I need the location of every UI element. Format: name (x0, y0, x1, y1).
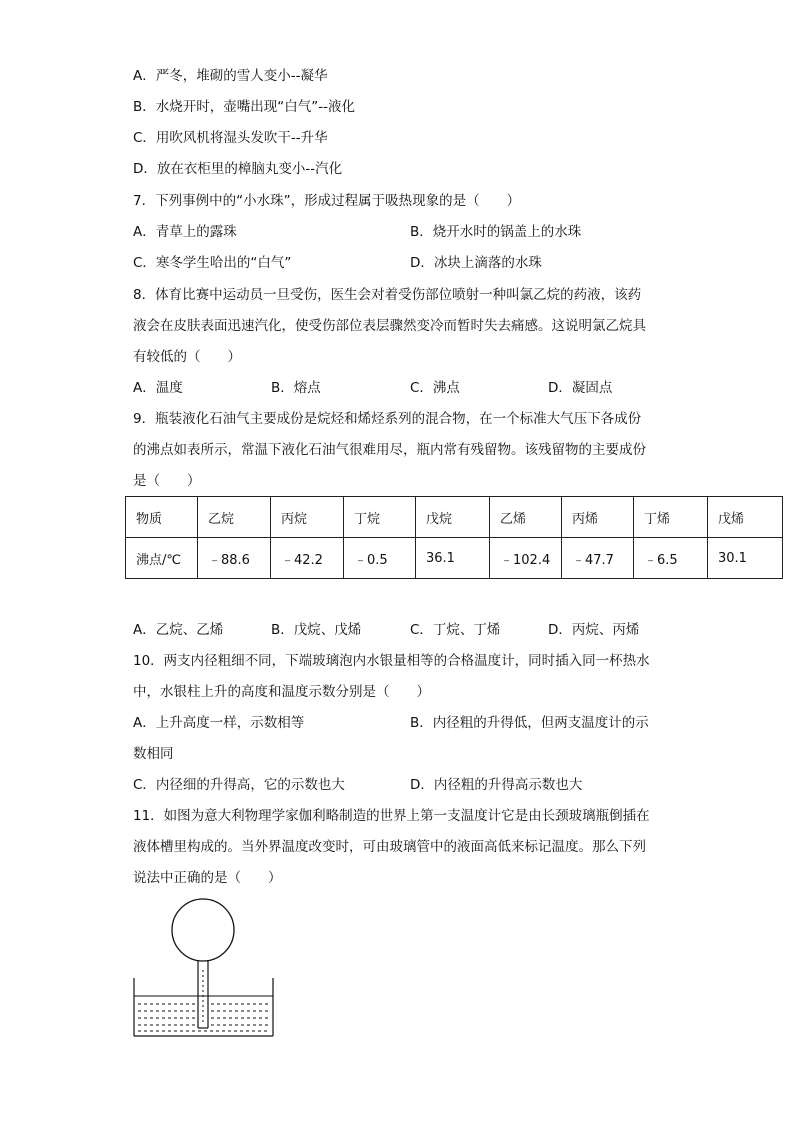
glass-tube (198, 960, 208, 1028)
q10-stem-line2: 中，水银柱上升的高度和温度示数分别是（ ） (133, 684, 430, 700)
q7-option-c: C．寒冬学生哈出的“白气” (133, 255, 292, 271)
q6-option-a: A．严冬，堆砌的雪人变小--凝华 (133, 68, 328, 84)
q6-option-d: D．放在衣柜里的樟脑丸变小--汽化 (133, 161, 343, 177)
table-row-header: 物质 (126, 497, 198, 538)
boiling-point-table (125, 496, 783, 579)
galileo-thermoscope-figure (128, 890, 288, 1050)
table-cell: 30.1 (708, 538, 783, 579)
table-cell: ﹣42.2 (271, 538, 344, 579)
q8-stem-line3: 有较低的（ ） (133, 349, 241, 365)
table-row-header: 沸点/℃ (126, 538, 198, 579)
q11-stem-line2: 液体槽里构成的。当外界温度改变时，可由玻璃管中的液面高低来标记温度。那么下列 (133, 839, 646, 855)
q11-stem-line3: 说法中正确的是（ ） (133, 870, 282, 886)
q6-option-c: C．用吹风机将湿头发吹干--升华 (133, 130, 328, 146)
table-cell: ﹣6.5 (634, 538, 708, 579)
q7-option-d: D．冰块上滴落的水珠 (410, 255, 542, 271)
q8-option-b: B．熔点 (271, 380, 321, 396)
q8-stem-line2: 液会在皮肤表面迅速汽化，使受伤部位表层骤然变冷而暂时失去痛感。这说明氯乙烷具 (133, 318, 646, 334)
q10-option-b: B．内径粗的升得低，但两支温度计的示 (410, 715, 649, 731)
q9-stem-line3: 是（ ） (133, 473, 201, 489)
table-cell: 乙烷 (198, 497, 271, 538)
table-cell: 丙烷 (271, 497, 344, 538)
table-cell: ﹣47.7 (562, 538, 634, 579)
table-row-substance (126, 497, 783, 538)
q9-option-b: B．戊烷、戊烯 (271, 622, 362, 638)
table-cell: ﹣102.4 (490, 538, 562, 579)
q8-option-c: C．沸点 (410, 380, 460, 396)
q10-option-a: A．上升高度一样，示数相等 (133, 715, 305, 731)
q8-option-a: A．温度 (133, 380, 183, 396)
table-cell: ﹣0.5 (344, 538, 416, 579)
table-cell: 戊烯 (708, 497, 783, 538)
q7-option-b: B．烧开水时的锅盖上的水珠 (410, 224, 582, 240)
q6-option-b: B．水烧开时，壶嘴出现“白气”--液化 (133, 99, 355, 115)
q8-stem-line1: 8．体育比赛中运动员一旦受伤，医生会对着受伤部位喷射一种叫氯乙烷的药液，该药 (133, 287, 642, 303)
q7-stem: 7．下列事例中的“小水珠”，形成过程属于吸热现象的是（ ） (133, 193, 521, 209)
table-cell: 戊烷 (416, 497, 490, 538)
q7-option-a: A．青草上的露珠 (133, 224, 237, 240)
q9-stem-line2: 的沸点如表所示，常温下液化石油气很难用尽，瓶内常有残留物。该残留物的主要成份 (133, 442, 646, 458)
table-cell: 丙烯 (562, 497, 634, 538)
liquid-surface-pattern (138, 1004, 269, 1031)
q11-stem-line1: 11．如图为意大利物理学家伽利略制造的世界上第一支温度计它是由长颈玻璃瓶倒插在 (133, 808, 650, 824)
q9-option-c: C．丁烷、丁烯 (410, 622, 501, 638)
q8-option-d: D．凝固点 (548, 380, 613, 396)
table-cell: 乙烯 (490, 497, 562, 538)
q10-stem-line1: 10．两支内径粗细不同，下端玻璃泡内水银量相等的合格温度计，同时插入同一杯热水 (133, 653, 650, 669)
glass-bulb (172, 899, 234, 961)
q9-option-d: D．丙烷、丙烯 (548, 622, 640, 638)
table-cell: 丁烷 (344, 497, 416, 538)
q10-option-b-continued: 数相同 (133, 746, 174, 762)
q9-option-a: A．乙烷、乙烯 (133, 622, 224, 638)
table-cell: ﹣88.6 (198, 538, 271, 579)
table-cell: 36.1 (416, 538, 490, 579)
table-row-boiling-point (126, 538, 783, 579)
q9-stem-line1: 9．瓶装液化石油气主要成份是烷烃和烯烃系列的混合物，在一个标准大气压下各成份 (133, 411, 642, 427)
q10-option-c: C．内径细的升得高，它的示数也大 (133, 777, 345, 793)
q10-option-d: D．内径粗的升得高示数也大 (410, 777, 583, 793)
table-cell: 丁烯 (634, 497, 708, 538)
